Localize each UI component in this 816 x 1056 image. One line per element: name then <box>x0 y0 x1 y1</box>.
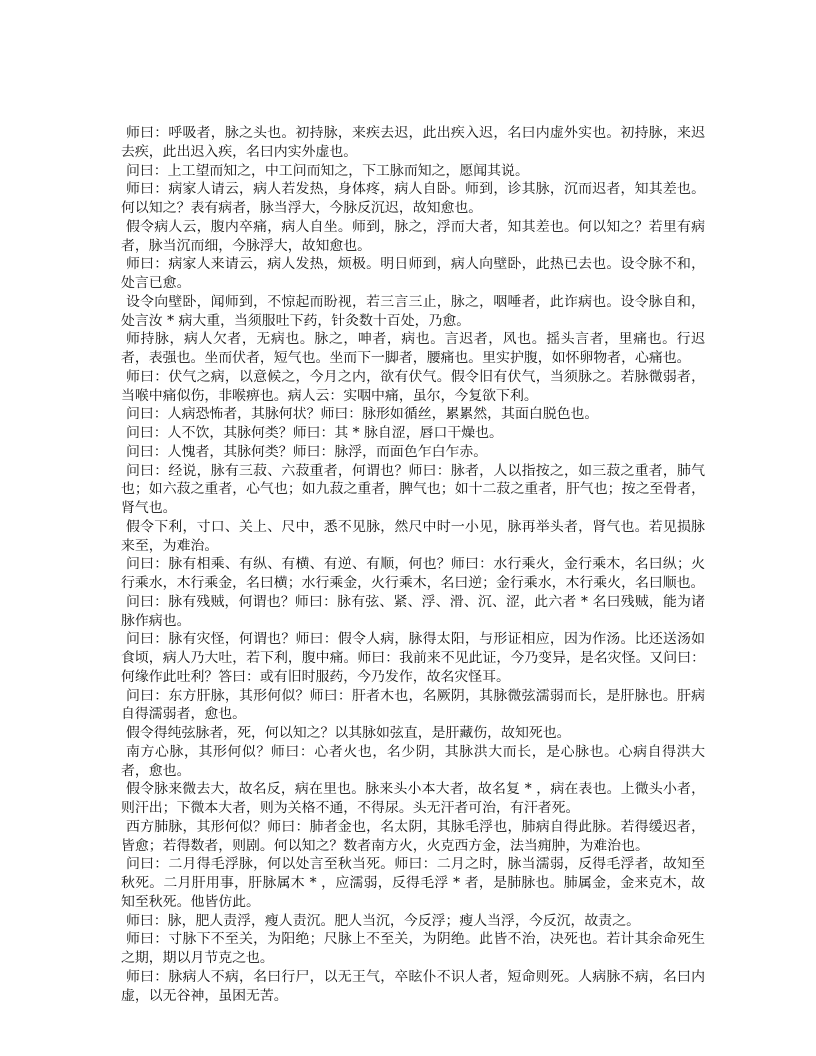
paragraph: 问曰：二月得毛浮脉，何以处言至秋当死。师曰：二月之时，脉当濡弱，反得毛浮者，故知至秋死。二月肝用事，肝脉属木 * ，应濡弱，反得毛浮 * 者，是肺脉也。肺属金，金来克木，故知至秋死。他皆仿此。 <box>121 856 705 910</box>
paragraph: 问曰：人愧者，其脉何类？师曰：脉浮，而面色乍白乍赤。 <box>126 443 488 460</box>
paragraph: 西方肺脉，其形何似？师曰：肺者金也，名太阴，其脉毛浮也，肺病自得此脉。若得缓迟者，皆愈；若得数者，则剧。何以知之？数者南方火，火克西方金，法当痈肿，为难治也。 <box>121 818 705 854</box>
paragraph: 问曰：人病恐怖者，其脉何状？师曰：脉形如循丝，累累然，其面白脱色也。 <box>126 406 599 423</box>
paragraph: 师曰：呼吸者，脉之头也。初持脉，来疾去迟，此出疾入迟，名曰内虚外实也。初持脉，来迟去疾，此出迟入疾，名曰内实外虚也。 <box>121 125 705 160</box>
paragraph: 假令病人云，腹内卒痛，病人自坐。师到，脉之，浮而大者，知其差也。何以知之？若里有病者，脉当沉而细，今脉浮大，故知愈也。 <box>121 218 705 254</box>
paragraph: 师曰：病家人请云，病人若发热，身体疼，病人自卧。师到，诊其脉，沉而迟者，知其差也。何以知之？表有病者，脉当浮大，今脉反沉迟，故知愈也。 <box>121 181 705 216</box>
document-page <box>121 124 705 1005</box>
paragraph: 师曰：伏气之病，以意候之，今月之内，欲有伏气。假令旧有伏气，当须脉之。若脉微弱者，当喉中痛似伤，非喉痹也。病人云：实咽中痛，虽尔，今复欲下利。 <box>121 368 705 404</box>
paragraph: 假令得纯弦脉者，死，何以知之？以其脉如弦直，是肝藏伤，故知死也。 <box>126 725 571 741</box>
paragraph: 问曰：上工望而知之，中工问而知之，下工脉而知之，愿闻其说。 <box>126 162 529 179</box>
paragraph: 师曰：脉，肥人责浮，瘦人责沉。肥人当沉，今反浮；瘦人当浮，今反沉，故责之。 <box>126 912 640 929</box>
paragraph: 问曰：人不饮，其脉何类？师曰：其 * 脉自涩，唇口干燥也。 <box>126 425 503 441</box>
paragraph: 问曰：脉有残贼，何谓也？师曰：脉有弦、紧、浮、滑、沉、涩，此六者 * 名曰残贼，能为诸脉作病也。 <box>121 593 705 629</box>
paragraph: 问曰：经说，脉有三菽、六菽重者，何谓也？师曰：脉者，人以指按之，如三菽之重者，肺气也；如六菽之重者，心气也；如九菽之重者，脾气也；如十二菽之重者，肝气也；按之至骨者，肾气也。 <box>121 462 705 516</box>
paragraph: 问曰：脉有灾怪，何谓也？师曰：假令人病，脉得太阳，与形证相应，因为作汤。比还送汤如食顷，病人乃大吐，若下利，腹中痛。师曰：我前来不见此证，今乃变异，是名灾怪。又问曰：何缘作此吐利？答曰：或有旧时服药，今乃发作，故名灾怪耳。 <box>121 631 705 685</box>
paragraph: 南方心脉，其形何似？师曰：心者火也，名少阴，其脉洪大而长，是心脉也。心病自得洪大者，愈也。 <box>121 743 705 779</box>
paragraph: 师持脉，病人欠者，无病也。脉之，呻者，病也。言迟者，风也。摇头言者，里痛也。行迟者，表强也。坐而伏者，短气也。坐而下一脚者，腰痛也。里实护腹，如怀卵物者，心痛也。 <box>121 331 705 366</box>
paragraph: 问曰：脉有相乘、有纵、有横、有逆、有顺，何也？师曰：水行乘火，金行乘木，名曰纵；火行乘水，木行乘金，名曰横；水行乘金，火行乘木，名曰逆；金行乘水，木行乘火，名曰顺也。 <box>121 556 705 591</box>
paragraph: 师曰：寸脉下不至关，为阳绝；尺脉上不至关，为阴绝。此皆不治，决死也。若计其余命死生之期，期以月节克之也。 <box>121 931 705 966</box>
paragraph: 设令向壁卧，闻师到，不惊起而盼视，若三言三止，脉之，咽唾者，此诈病也。设令脉自和，处言汝 * 病大重，当须服吐下药，针灸数十百处，乃愈。 <box>121 293 705 329</box>
paragraph: 师曰：脉病人不病，名曰行尸，以无王气，卒眩仆不识人者，短命则死。人病脉不病，名曰内虚，以无谷神，虽困无苦。 <box>121 968 705 1004</box>
paragraph: 问曰：东方肝脉，其形何似？师曰：肝者木也，名厥阴，其脉微弦濡弱而长，是肝脉也。肝病自得濡弱者，愈也。 <box>121 687 705 723</box>
paragraph: 师曰：病家人来请云，病人发热，烦极。明日师到，病人向壁卧，此热已去也。设令脉不和，处言已愈。 <box>121 256 705 291</box>
paragraph: 假令下利，寸口、关上、尺中，悉不见脉，然尺中时一小见，脉再举头者，肾气也。若见损脉来至，为难治。 <box>121 518 705 554</box>
paragraph: 假令脉来微去大，故名反，病在里也。脉来头小本大者，故名复 * ，病在表也。上微头小者，则汗出；下微本大者，则为关格不通，不得尿。头无汗者可治，有汗者死。 <box>121 781 705 816</box>
